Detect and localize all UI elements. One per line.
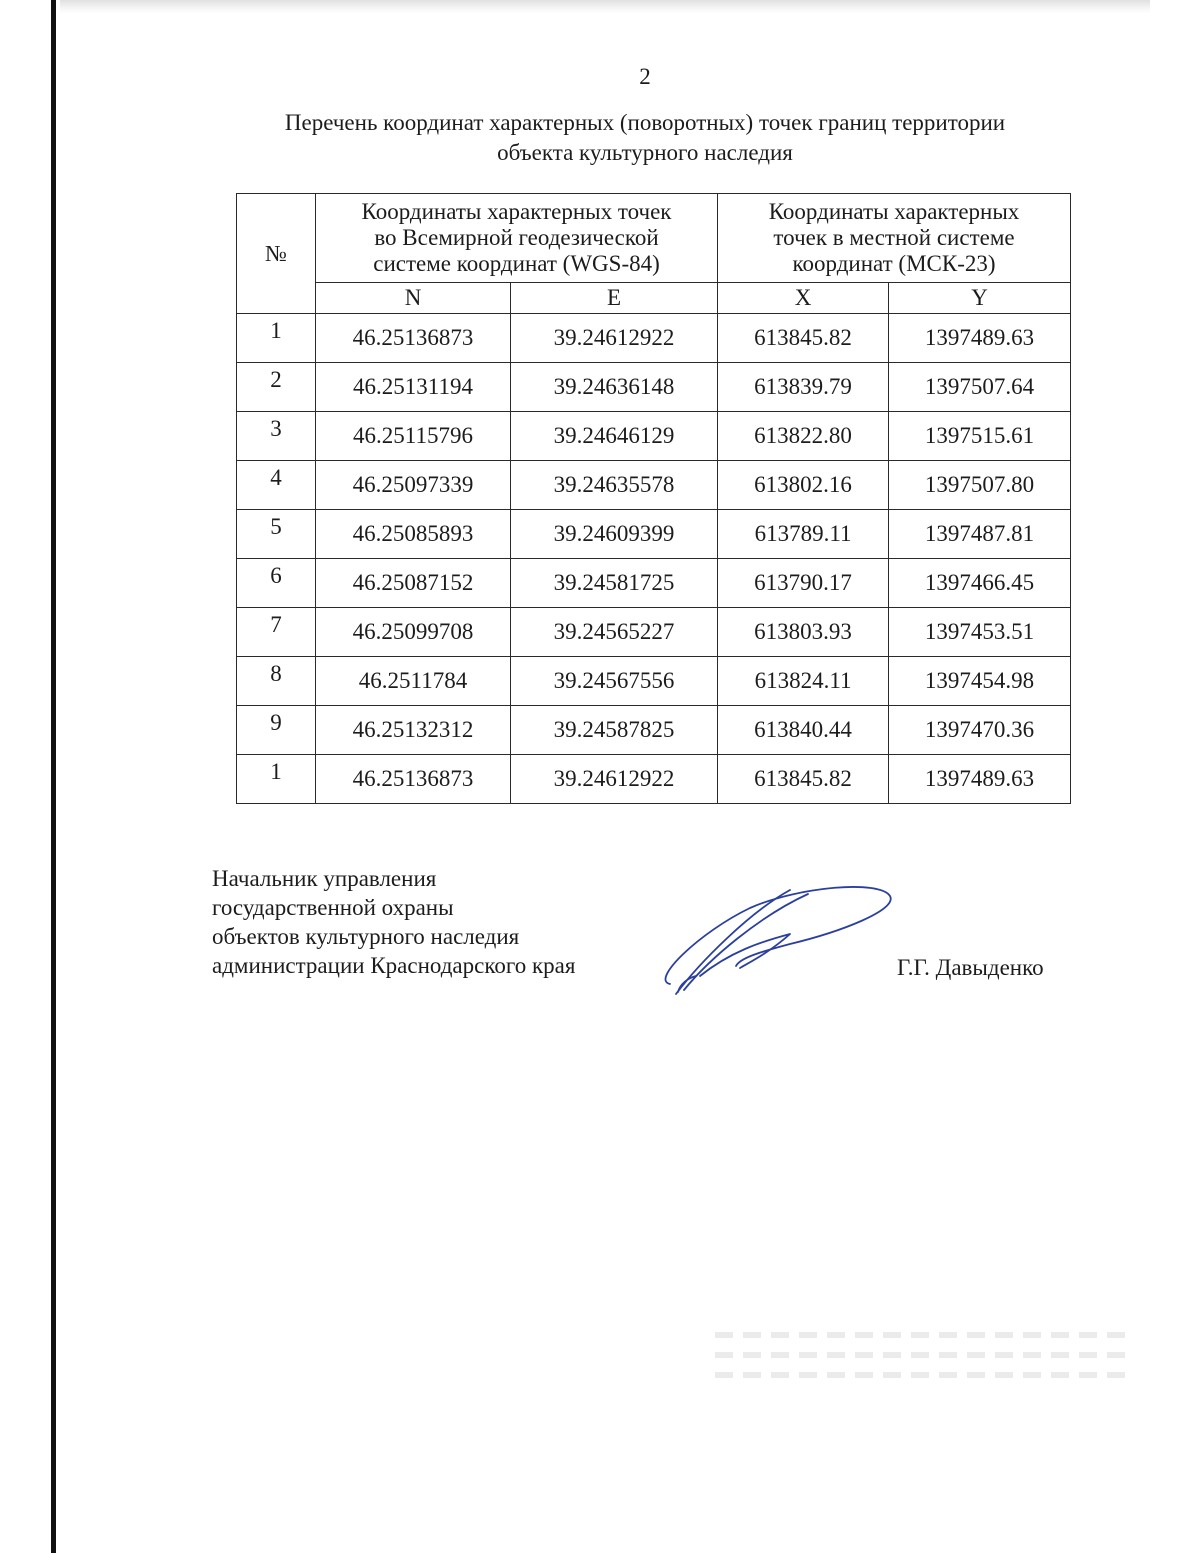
header-wgs84-line-2: во Всемирной геодезической — [374, 225, 659, 250]
msk23-y-cell: 1397489.63 — [889, 755, 1071, 804]
latitude-n-cell: 46.2511784 — [316, 657, 511, 706]
msk23-x-cell: 613822.80 — [718, 412, 889, 461]
point-number-cell: 3 — [237, 412, 316, 461]
header-msk23-line-2: точек в местной системе — [773, 225, 1015, 250]
signatory-position-line-1: Начальник управления — [212, 866, 437, 891]
msk23-x-cell: 613845.82 — [718, 314, 889, 363]
header-wgs84-line-1: Координаты характерных точек — [361, 199, 672, 224]
document-title — [200, 108, 1090, 168]
header-y: Y — [889, 283, 1071, 314]
longitude-e-cell: 39.24636148 — [511, 363, 718, 412]
table-row — [237, 755, 1071, 804]
handwritten-signature — [640, 872, 900, 1002]
latitude-n-cell: 46.25136873 — [316, 314, 511, 363]
longitude-e-cell: 39.24609399 — [511, 510, 718, 559]
point-number-cell: 8 — [237, 657, 316, 706]
point-number-cell: 2 — [237, 363, 316, 412]
point-number-cell: 7 — [237, 608, 316, 657]
scan-top-shadow — [60, 0, 1150, 14]
signatory-name: Г.Г. Давыденко — [897, 955, 1044, 980]
header-msk23-line-3: координат (МСК-23) — [792, 251, 996, 276]
table-row — [237, 363, 1071, 412]
point-number-cell: 9 — [237, 706, 316, 755]
longitude-e-cell: 39.24646129 — [511, 412, 718, 461]
latitude-n-cell: 46.25131194 — [316, 363, 511, 412]
point-number-cell: 4 — [237, 461, 316, 510]
latitude-n-cell: 46.25099708 — [316, 608, 511, 657]
msk23-y-cell: 1397453.51 — [889, 608, 1071, 657]
coordinates-table — [236, 193, 1071, 804]
signatory-position-line-3: объектов культурного наследия — [212, 924, 520, 949]
table-row — [237, 461, 1071, 510]
msk23-x-cell: 613803.93 — [718, 608, 889, 657]
latitude-n-cell: 46.25132312 — [316, 706, 511, 755]
table-row — [237, 314, 1071, 363]
longitude-e-cell: 39.24635578 — [511, 461, 718, 510]
signatory-position-line-2: государственной охраны — [212, 895, 454, 920]
msk23-y-cell: 1397454.98 — [889, 657, 1071, 706]
longitude-e-cell: 39.24581725 — [511, 559, 718, 608]
msk23-y-cell: 1397507.80 — [889, 461, 1071, 510]
page-number: 2 — [639, 64, 651, 89]
latitude-n-cell: 46.25087152 — [316, 559, 511, 608]
msk23-y-cell: 1397466.45 — [889, 559, 1071, 608]
latitude-n-cell: 46.25097339 — [316, 461, 511, 510]
msk23-x-cell: 613824.11 — [718, 657, 889, 706]
msk23-y-cell: 1397515.61 — [889, 412, 1071, 461]
table-row — [237, 657, 1071, 706]
table-row — [237, 412, 1071, 461]
msk23-y-cell: 1397489.63 — [889, 314, 1071, 363]
table-row — [237, 608, 1071, 657]
msk23-x-cell: 613839.79 — [718, 363, 889, 412]
latitude-n-cell: 46.25115796 — [316, 412, 511, 461]
msk23-x-cell: 613845.82 — [718, 755, 889, 804]
longitude-e-cell: 39.24587825 — [511, 706, 718, 755]
header-wgs84-line-3: системе координат (WGS-84) — [373, 251, 660, 276]
longitude-e-cell: 39.24567556 — [511, 657, 718, 706]
document-title-line-1: Перечень координат характерных (поворотных) точек границ территории — [284, 110, 1006, 135]
header-n: N — [316, 283, 511, 314]
point-number-cell: 1 — [237, 755, 316, 804]
signatory-position — [212, 864, 575, 980]
header-msk23-group — [718, 194, 1071, 283]
point-number-cell: 1 — [237, 314, 316, 363]
table-row — [237, 510, 1071, 559]
msk23-x-cell: 613840.44 — [718, 706, 889, 755]
faint-bleedthrough-text — [715, 1318, 1135, 1428]
msk23-y-cell: 1397470.36 — [889, 706, 1071, 755]
msk23-y-cell: 1397507.64 — [889, 363, 1071, 412]
coordinates-table-body — [237, 314, 1071, 804]
msk23-x-cell: 613802.16 — [718, 461, 889, 510]
point-number-cell: 5 — [237, 510, 316, 559]
longitude-e-cell: 39.24612922 — [511, 314, 718, 363]
scan-left-edge — [51, 0, 56, 1553]
table-row — [237, 706, 1071, 755]
msk23-x-cell: 613789.11 — [718, 510, 889, 559]
document-title-line-2: объекта культурного наследия — [497, 140, 793, 165]
latitude-n-cell: 46.25085893 — [316, 510, 511, 559]
header-wgs84-group — [316, 194, 718, 283]
header-msk23-line-1: Координаты характерных — [768, 199, 1020, 224]
msk23-y-cell: 1397487.81 — [889, 510, 1071, 559]
latitude-n-cell: 46.25136873 — [316, 755, 511, 804]
header-number: № — [237, 194, 316, 314]
table-row — [237, 559, 1071, 608]
point-number-cell: 6 — [237, 559, 316, 608]
header-x: X — [718, 283, 889, 314]
longitude-e-cell: 39.24565227 — [511, 608, 718, 657]
header-e: E — [511, 283, 718, 314]
msk23-x-cell: 613790.17 — [718, 559, 889, 608]
longitude-e-cell: 39.24612922 — [511, 755, 718, 804]
signatory-position-line-4: администрации Краснодарского края — [212, 953, 576, 978]
